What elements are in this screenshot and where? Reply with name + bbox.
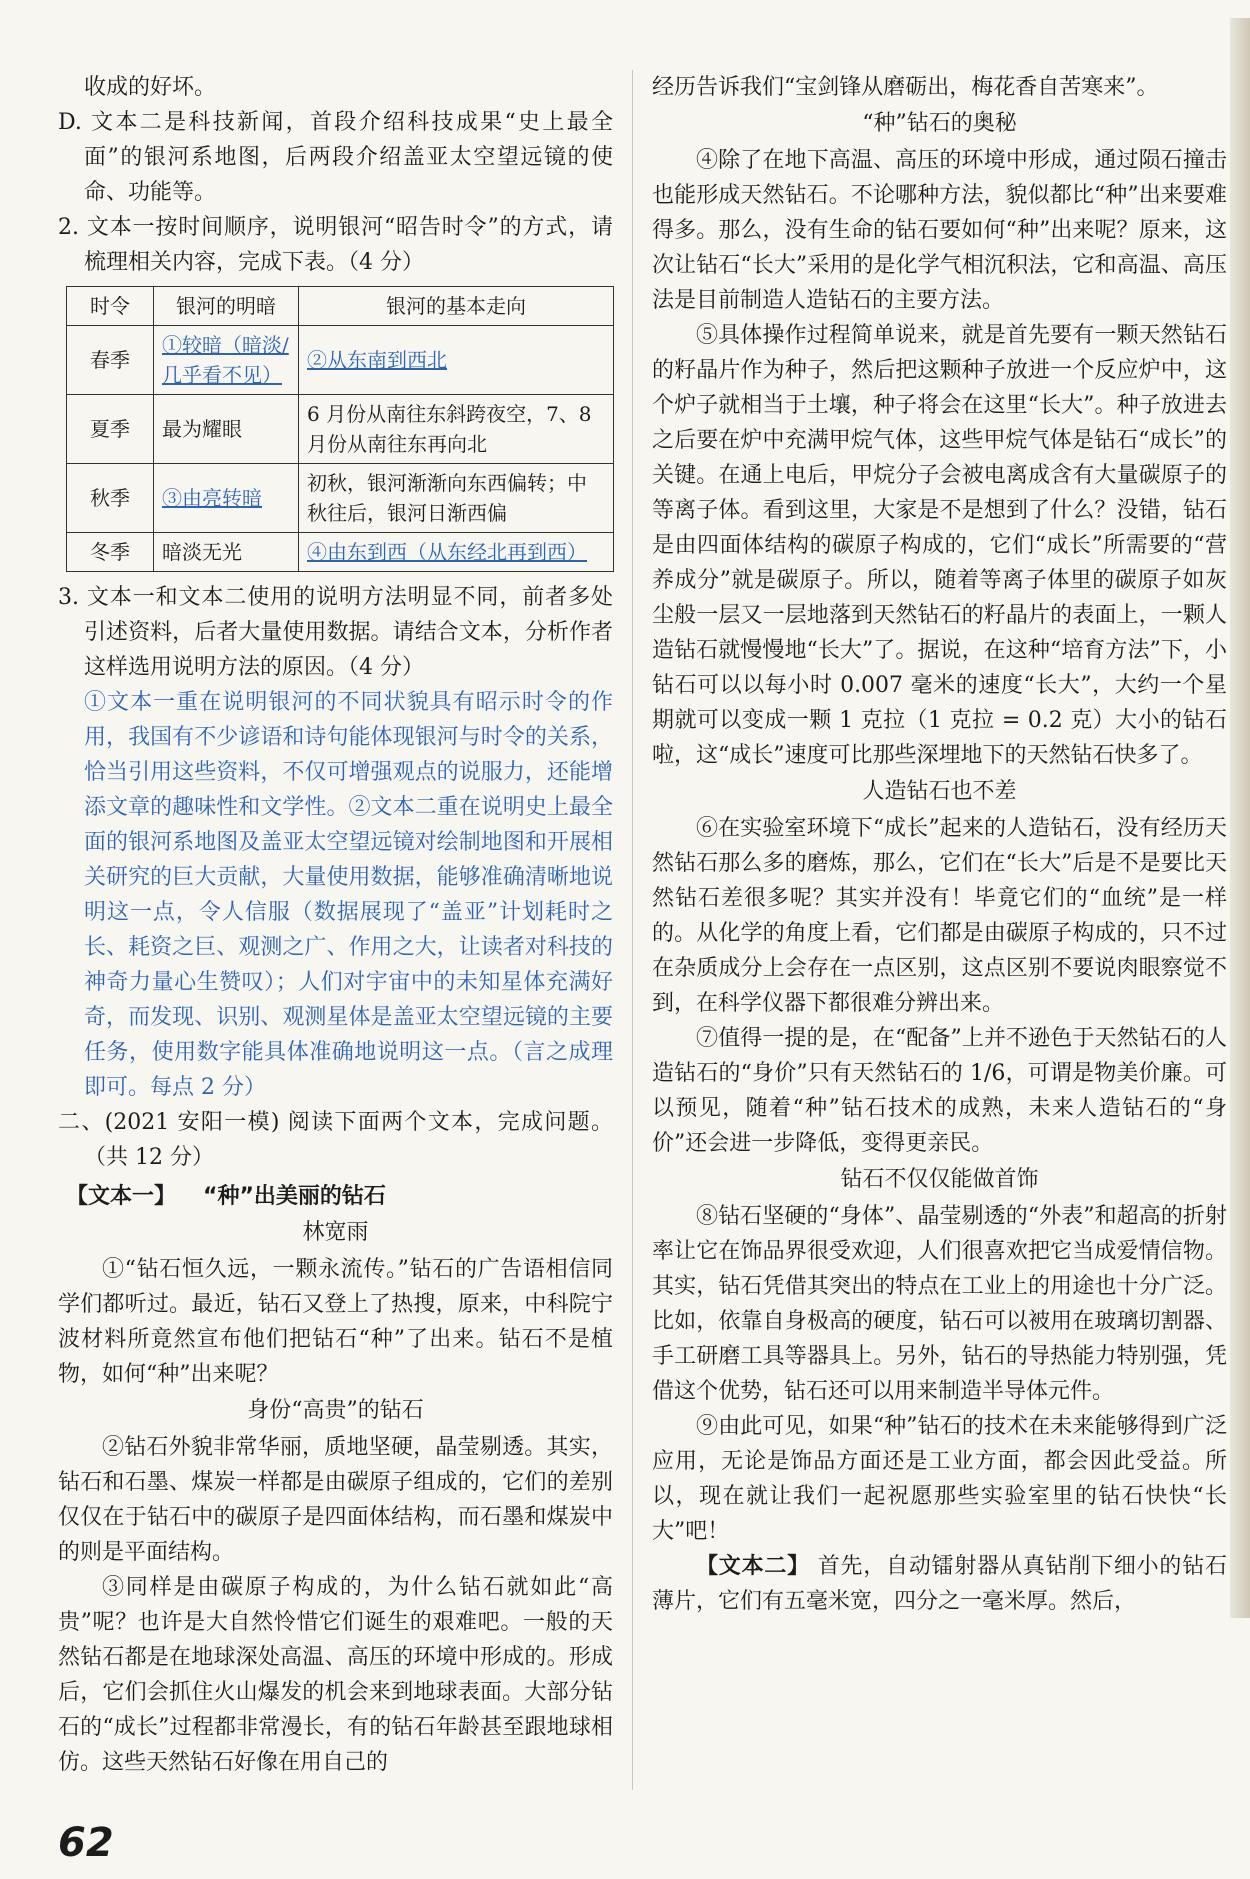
- text1-label: 【文本一】: [66, 1184, 177, 1209]
- option-d: D. 文本二是科技新闻，首段介绍科技成果“史上最全面”的银河系地图，后两段介绍盖亚太空望远镜的使命、功能等。: [58, 110, 613, 205]
- table-row: [67, 533, 614, 572]
- paragraph: ④除了在地下高温、高压的环境中形成，通过陨石撞击也能形成天然钻石。不论哪种方法，貌似都比“种”出来要难得多。那么，没有生命的钻石要如何“种”出来呢？原来，这次让钻石“长大”采用的是化学气相沉积法，它和高温、高压法是目前制造人造钻石的主要方法。: [652, 148, 1227, 313]
- table-cell: 最为耀眼: [154, 395, 299, 464]
- text2-label: 【文本二】: [696, 1554, 810, 1579]
- subheading: 钻石不仅仅能做首饰: [840, 1167, 1039, 1192]
- paragraph: ②钻石外貌非常华丽，质地坚硬，晶莹剔透。其实，钻石和石墨、煤炭一样都是由碳原子组成的，它们的差别仅仅在于钻石中的碳原子是四面体结构，而石墨和煤炭中的则是平面结构。: [58, 1435, 613, 1565]
- subheading: 人造钻石也不差: [862, 779, 1017, 804]
- table-header: 时令: [67, 287, 154, 326]
- author: 林宽雨: [302, 1220, 369, 1245]
- table-row: [67, 395, 614, 464]
- text2-paragraph: [652, 1549, 1227, 1619]
- answer-cell: ②从东南到西北: [299, 326, 614, 395]
- right-column: [652, 70, 1227, 1619]
- season-cell: 冬季: [67, 533, 154, 572]
- season-cell: 夏季: [67, 395, 154, 464]
- page-edge: [1230, 18, 1250, 1618]
- table-cell: 暗淡无光: [154, 533, 299, 572]
- table-header: 银河的基本走向: [299, 287, 614, 326]
- paragraph: ⑦值得一提的是，在“配备”上并不逊色于天然钻石的人造钻石的“身价”只有天然钻石的 1/6，可谓是物美价廉。可以预见，随着“种”钻石技术的成熟，未来人造钻石的“身价”还会进一步降低，变得更亲民。: [652, 1026, 1227, 1156]
- table-row: [67, 326, 614, 395]
- paragraph: ⑤具体操作过程简单说来，就是首先要有一颗天然钻石的籽晶片作为种子，然后把这颗种子放进一个反应炉中，这个炉子就相当于土壤，种子将会在这里“长大”。种子放进去之后要在炉中充满甲烷气体，这些甲烷气体是钻石“成长”的关键。在通上电后，甲烷分子会被电离成含有大量碳原子的等离子体。看到这里，大家是不是想到了什么？没错，钻石是由四面体结构的碳原子构成的，它们“成长”所需要的“营养成分”就是碳原子。所以，随着等离子体里的碳原子如灰尘般一层又一层地落到天然钻石的籽晶片的表面上，一颗人造钻石就慢慢地“长大”了。据说，在这种“培育方法”下，小钻石可以以每小时 0.007 毫米的速度“长大”，大约一个星期就可以变成一颗 1 克拉（1 克拉 = 0.2 克）大小的钻石啦，这“成长”速度可比那些深埋地下的天然钻石快多了。: [652, 323, 1227, 768]
- subheading: 身份“高贵”的钻石: [247, 1398, 424, 1423]
- paragraph: 经历告诉我们“宝剑锋从磨砺出，梅花香自苦寒来”。: [652, 75, 1159, 100]
- table-header-row: [67, 287, 614, 326]
- answer-cell: ①较暗（暗淡/几乎看不见）: [154, 326, 299, 395]
- paragraph: ③同样是由碳原子构成的，为什么钻石就如此“高贵”呢？也许是大自然怜惜它们诞生的艰难吧。一般的天然钻石都是在地球深处高温、高压的环境中形成的。形成后，它们会抓住火山爆发的机会来到地球表面。大部分钻石的“成长”过程都非常漫长，有的钻石年龄甚至跟地球相仿。这些天然钻石好像在用自己的: [58, 1575, 613, 1775]
- paragraph: ⑥在实验室环境下“成长”起来的人造钻石，没有经历天然钻石那么多的磨炼，那么，它们在“长大”后是不是要比天然钻石差很多呢？其实并没有！毕竟它们的“血统”是一样的。从化学的角度上看，它们都是由碳原子构成的，只不过在杂质成分上会存在一点区别，这点区别不要说肉眼察觉不到，在科学仪器下都很难分辨出来。: [652, 816, 1227, 1016]
- page-number: 62: [58, 1820, 114, 1866]
- table-row: [67, 464, 614, 533]
- season-cell: 秋季: [67, 464, 154, 533]
- table-cell: 初秋，银河渐渐向东西偏转；中秋往后，银河日渐西偏: [299, 464, 614, 533]
- answer-cell: ③由亮转暗: [154, 464, 299, 533]
- answer-text: ①文本一重在说明银河的不同状貌具有昭示时令的作用，我国有不少谚语和诗句能体现银河与时令的关系，恰当引用这些资料，不仅可增强观点的说服力，还能增添文章的趣味性和文学性。②文本二重在说明史上最全面的银河系地图及盖亚太空望远镜对绘制地图和开展相关研究的巨大贡献，大量使用数据，能够准确清晰地说明这一点，令人信服（数据展现了“盖亚”计划耗时之长、耗资之巨、观测之广、作用之大，让读者对科技的神奇力量心生赞叹）；人们对宇宙中的未知星体充满好奇，而发现、识别、观测星体是盖亚太空望远镜的主要任务，使用数字能具体准确地说明这一点。（言之成理即可。每点 2 分）: [84, 690, 613, 1100]
- left-column: [58, 70, 613, 1780]
- paragraph: ⑨由此可见，如果“种”钻石的技术在未来能够得到广泛应用，无论是饰品方面还是工业方面，都会因此受益。所以，现在就让我们一起祝愿那些实验室里的钻石快快“长大”吧！: [652, 1414, 1227, 1544]
- column-divider: [632, 70, 633, 1790]
- text1-title: “种”出美丽的钻石: [203, 1184, 386, 1209]
- subheading: “种”钻石的奥秘: [862, 111, 1017, 136]
- answer-cell: ④由东到西（从东经北再到西）: [299, 533, 614, 572]
- paragraph: ⑧钻石坚硬的“身体”、晶莹剔透的“外表”和超高的折射率让它在饰品界很受欢迎，人们很喜欢把它当成爱情信物。其实，钻石凭借其突出的特点在工业上的用途也十分广泛。比如，依靠自身极高的硬度，钻石可以被用在玻璃切割器、手工研磨工具等器具上。另外，钻石的导热能力特别强，凭借这个优势，钻石还可以用来制造半导体元件。: [652, 1204, 1227, 1404]
- text1-heading: [58, 1179, 613, 1214]
- table-cell: 6 月份从南往东斜跨夜空，7、8 月份从南往东再向北: [299, 395, 614, 464]
- section-heading: 二、(2021 安阳一模) 阅读下面两个文本，完成问题。（共 12 分）: [58, 1110, 613, 1170]
- season-cell: 春季: [67, 326, 154, 395]
- paragraph: ①“钻石恒久远，一颗永流传。”钻石的广告语相信同学们都听过。最近，钻石又登上了热搜，原来，中科院宁波材料所竟然宣布他们把钻石“种”了出来。钻石不是植物，如何“种”出来呢？: [58, 1257, 613, 1387]
- paragraph: 收成的好坏。: [84, 75, 217, 100]
- table-header: 银河的明暗: [154, 287, 299, 326]
- question-2: 2. 文本一按时间顺序，说明银河“昭告时令”的方式，请梳理相关内容，完成下表。（4 分）: [58, 215, 613, 275]
- question-3: 3. 文本一和文本二使用的说明方法明显不同，前者多处引述资料，后者大量使用数据。请结合文本，分析作者这样选用说明方法的原因。（4 分）: [58, 585, 613, 680]
- season-table: [66, 286, 614, 572]
- text2-body: 首先，自动镭射器从真钻削下细小的钻石薄片，它们有五毫米宽，四分之一毫米厚。然后，: [652, 1554, 1227, 1614]
